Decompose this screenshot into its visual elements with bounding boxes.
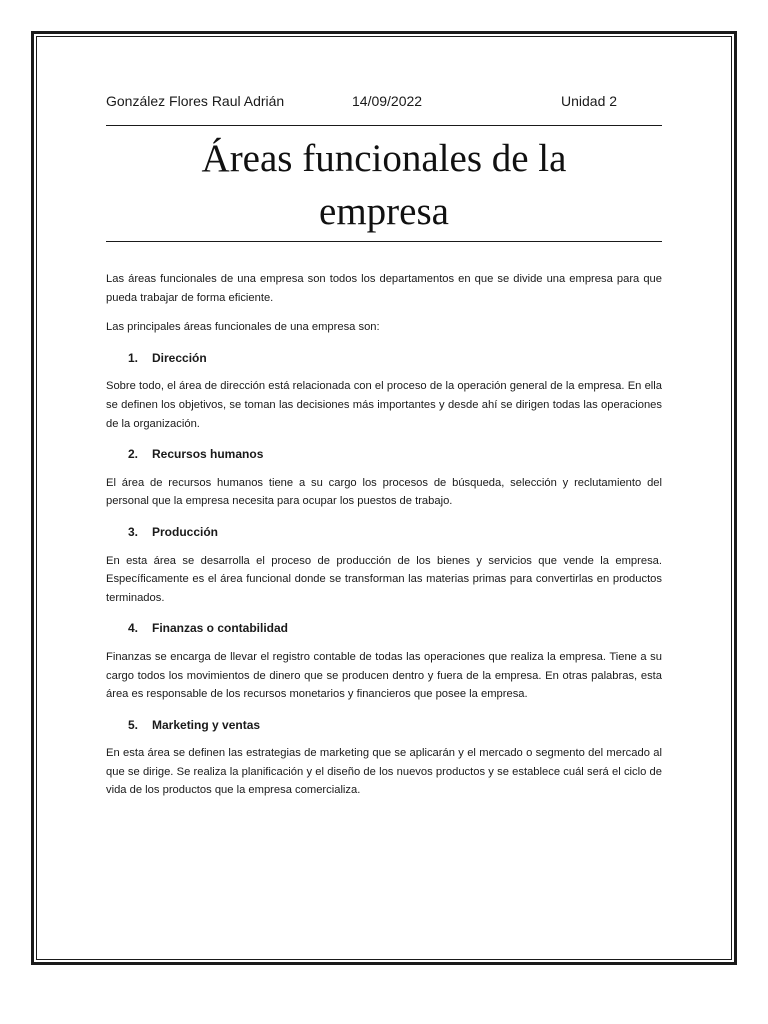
author-name: González Flores Raul Adrián [106, 93, 285, 109]
section-title: Recursos humanos [152, 447, 264, 462]
section-paragraph: Finanzas se encarga de llevar el registro contable de todas las operaciones que realiza la empresa. Tiene a su cargo todos los movimientos de dinero que se producen dentro y fuera de la empresa. En otras palabras, esta área es responsable de los recursos monetarios y financieros que posee la empresa. [106, 650, 662, 701]
document-content [106, 93, 662, 811]
title-line-2: empresa [319, 190, 449, 233]
title-line-1: Áreas funcionales de la [201, 137, 567, 180]
section-paragraph: El área de recursos humanos tiene a su cargo los procesos de búsqueda, selección y reclutamiento del personal que la empresa necesita para ocupar los puestos de trabajo. [106, 476, 662, 508]
document-title [106, 132, 662, 238]
document-header [106, 93, 662, 119]
section-paragraph: En esta área se definen las estrategias de marketing que se aplicarán y el mercado o segmento del mercado al que se dirige. Se realiza la planificación y el diseño de los nuevos productos y se establece cuál será el ciclo de vida de los productos que la empresa comercializa. [106, 747, 662, 797]
intro-paragraph: Las áreas funcionales de una empresa son todos los departamentos en que se divide una empresa para que pueda trabajar de forma eficiente. [106, 273, 662, 304]
section-title: Dirección [152, 350, 207, 365]
section-number: 4. [128, 621, 139, 636]
section-title: Finanzas o contabilidad [152, 621, 289, 636]
section-number: 3. [128, 524, 139, 539]
section-heading [106, 619, 662, 638]
section-paragraph: Sobre todo, el área de dirección está relacionada con el proceso de la operación general de la empresa. En ella se definen los objetivos, se toman las decisiones más importantes y desde ahí se dirigen todas las operaciones de la organización. [106, 380, 662, 430]
title-divider [106, 241, 662, 242]
section-heading [106, 349, 662, 368]
section-title: Producción [152, 524, 219, 539]
unit-label: Unidad 2 [561, 93, 618, 109]
section-heading [106, 523, 662, 542]
section-number: 1. [128, 350, 139, 365]
section-heading [106, 445, 662, 464]
section-heading [106, 716, 662, 735]
section-number: 5. [128, 717, 139, 732]
intro-list-lead: Las principales áreas funcionales de una empresa son: [106, 321, 380, 334]
section-title: Marketing y ventas [152, 717, 261, 732]
header-divider [106, 125, 662, 126]
section-paragraph: En esta área se desarrolla el proceso de producción de los bienes y servicios que vende la empresa. Específicamente es el área funcional donde se transforman las materias primas para convertirlas en productos terminados. [106, 554, 662, 604]
document-body [106, 270, 662, 800]
section-number: 2. [128, 447, 139, 462]
document-date: 14/09/2022 [352, 93, 423, 109]
